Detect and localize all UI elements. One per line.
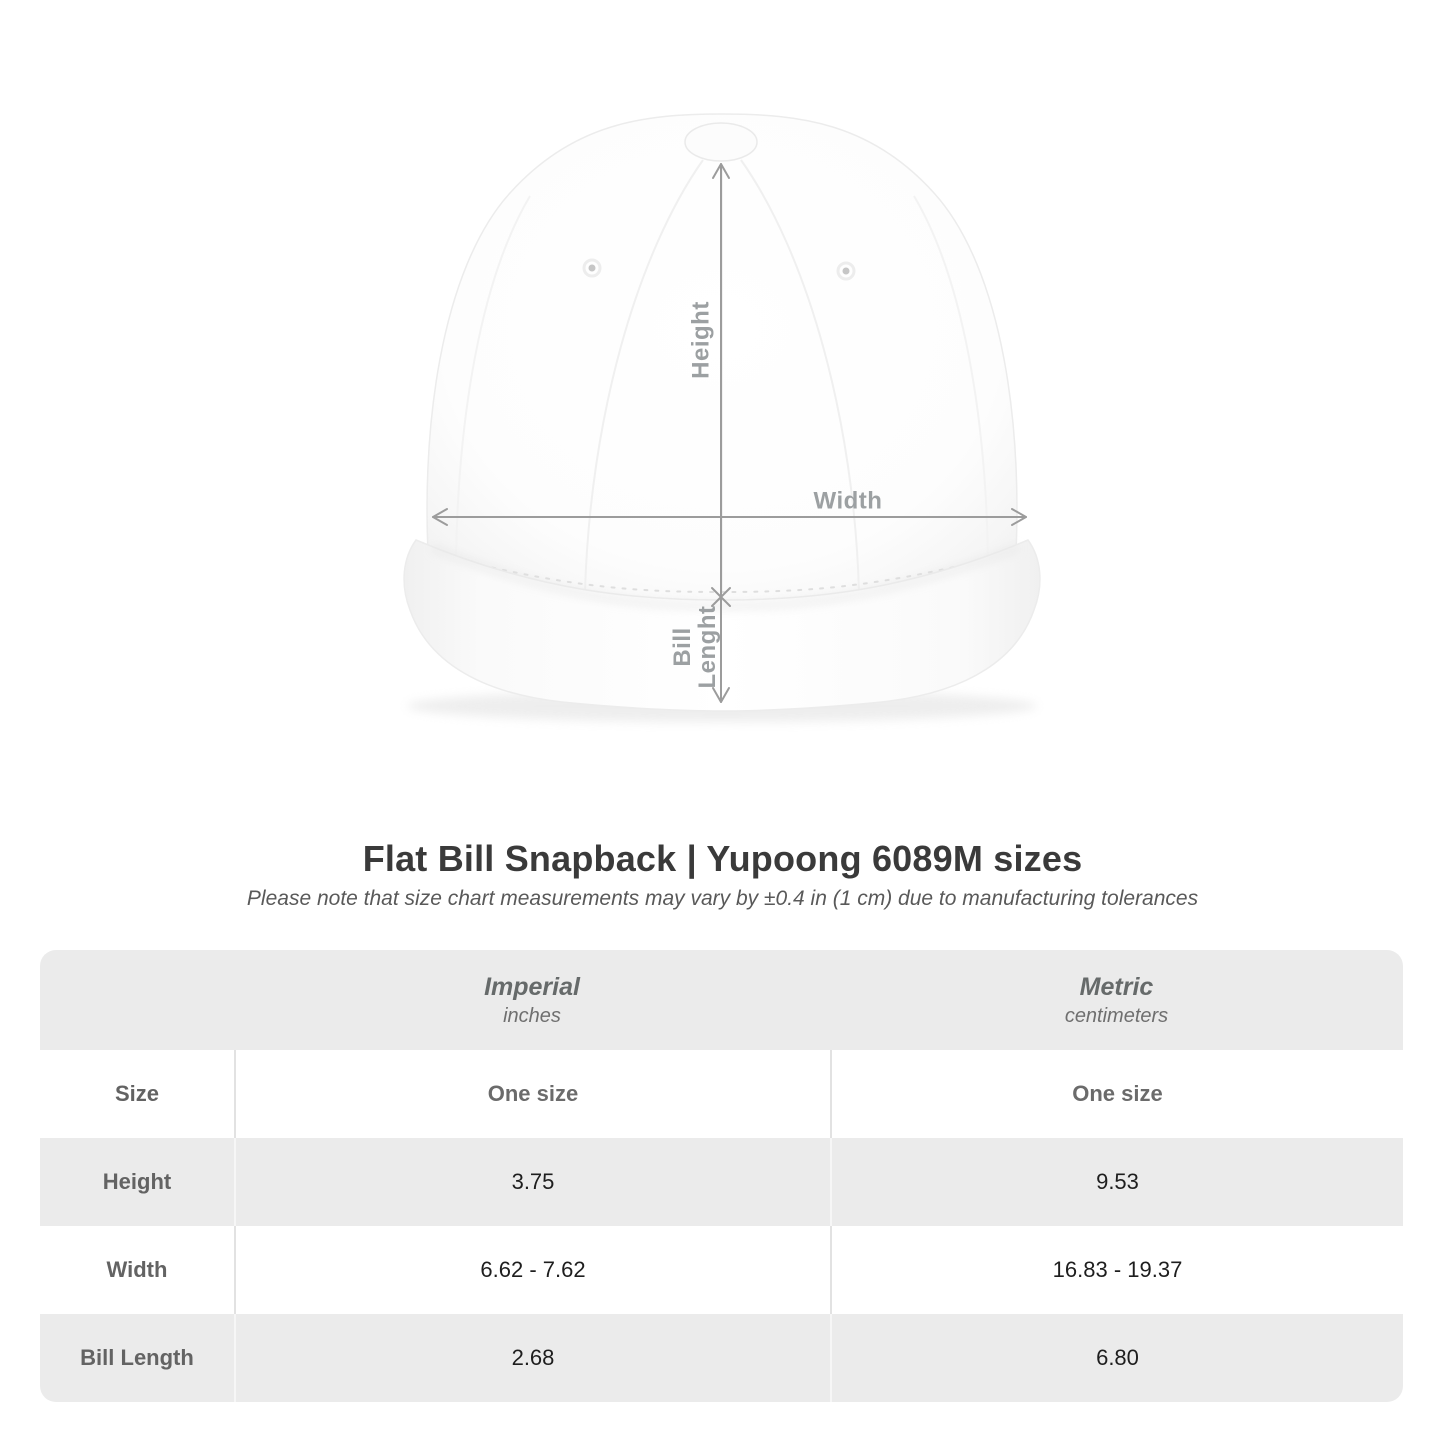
table-row-size — [40, 1050, 1403, 1138]
imperial-sublabel: inches — [503, 1004, 561, 1027]
imperial-column-header — [234, 973, 830, 1028]
row-label-bill-length: Bill Length — [80, 1345, 194, 1370]
table-row-height — [40, 1138, 1403, 1226]
height-metric-value: 9.53 — [830, 1138, 1403, 1226]
width-metric-value: 16.83 - 19.37 — [830, 1226, 1403, 1314]
size-metric-value: One size — [830, 1050, 1403, 1138]
size-table-header — [40, 950, 1403, 1050]
bill-length-metric-value: 6.80 — [830, 1314, 1403, 1402]
row-label-size: Size — [114, 1081, 160, 1106]
title-block — [0, 838, 1445, 911]
cap-top-button — [685, 123, 757, 161]
page-title: Flat Bill Snapback | Yupoong 6089M sizes — [362, 838, 1083, 879]
size-table — [40, 950, 1403, 1402]
bill-length-dimension-label — [670, 606, 720, 689]
width-imperial-value: 6.62 - 7.62 — [234, 1226, 830, 1314]
size-imperial-value: One size — [234, 1050, 830, 1138]
row-label-height: Height — [102, 1169, 172, 1194]
metric-sublabel: centimeters — [1064, 1004, 1169, 1027]
bill-length-label-line1: Bill — [668, 627, 696, 667]
metric-column-header — [830, 973, 1403, 1028]
row-label-width: Width — [106, 1257, 168, 1282]
table-row-bill-length — [40, 1314, 1403, 1402]
metric-label: Metric — [1079, 972, 1154, 1001]
height-imperial-value: 3.75 — [234, 1138, 830, 1226]
bill-length-imperial-value: 2.68 — [234, 1314, 830, 1402]
imperial-label: Imperial — [484, 972, 580, 1001]
page-subtitle: Please note that size chart measurements may vary by ±0.4 in (1 cm) due to manufacturing tolerances — [246, 887, 1199, 910]
table-row-width — [40, 1226, 1403, 1314]
height-dimension-label: Height — [687, 301, 715, 379]
bill-length-label-line2: Lenght — [694, 605, 721, 689]
width-dimension-label: Width — [813, 487, 883, 515]
